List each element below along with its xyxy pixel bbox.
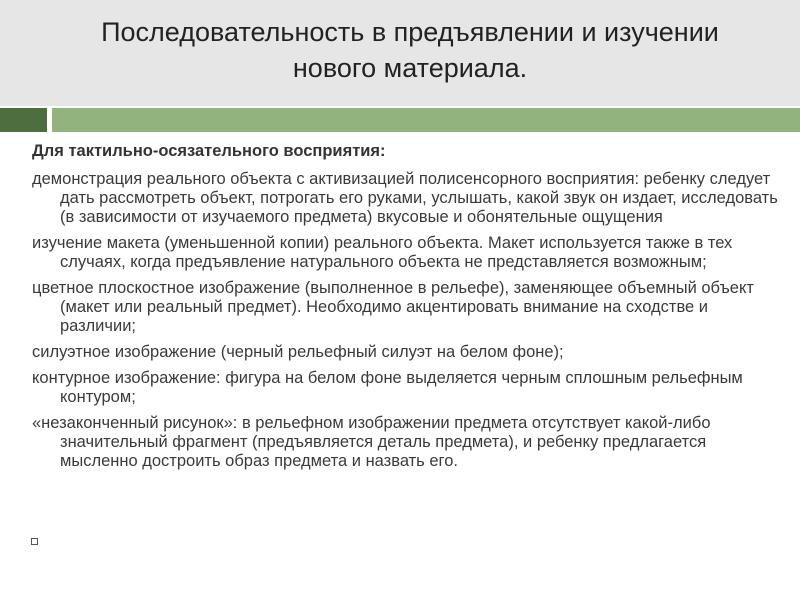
list-item: демонстрация реального объекта с активизацией полисенсорного восприятия: ребенку следует дать рассмотреть объект, потрогать его руками, услышать, какой звук он издает, исследовать (в зависимости от изучаемого предмета) вкусовые и обонятельные ощущения [32,170,778,226]
slide-title: Последовательность в предъявлении и изучении нового материала. [101,17,719,83]
accent-band-light [52,108,800,132]
list-item: контурное изображение: фигура на белом фоне выделяется черным сплошным рельефным контуром; [32,369,743,406]
accent-band-dark [0,108,47,132]
list-item: цветное плоскостное изображение (выполненное в рельефе), заменяющее объемный объект (макет или реальный предмет). Необходимо акцентировать внимание на сходстве и различии; [32,279,754,335]
slide-content [32,142,780,478]
empty-bullet-icon [31,538,38,545]
list-item: изучение макета (уменьшенной копии) реального объекта. Макет используется также в тех случаях, когда предъявление натурального объекта не представляется возможным; [32,234,733,271]
list-item: «незаконченный рисунок»: в рельефном изображении предмета отсутствует какой-либо значительный фрагмент (предъявляется деталь предмета), и ребенку предлагается мысленно достроить образ предмета и назвать его. [32,414,711,470]
section-heading: Для тактильно-осязательного восприятия: [32,142,386,160]
title-area [0,0,800,106]
list-item: силуэтное изображение (черный рельефный силуэт на белом фоне); [32,343,564,361]
